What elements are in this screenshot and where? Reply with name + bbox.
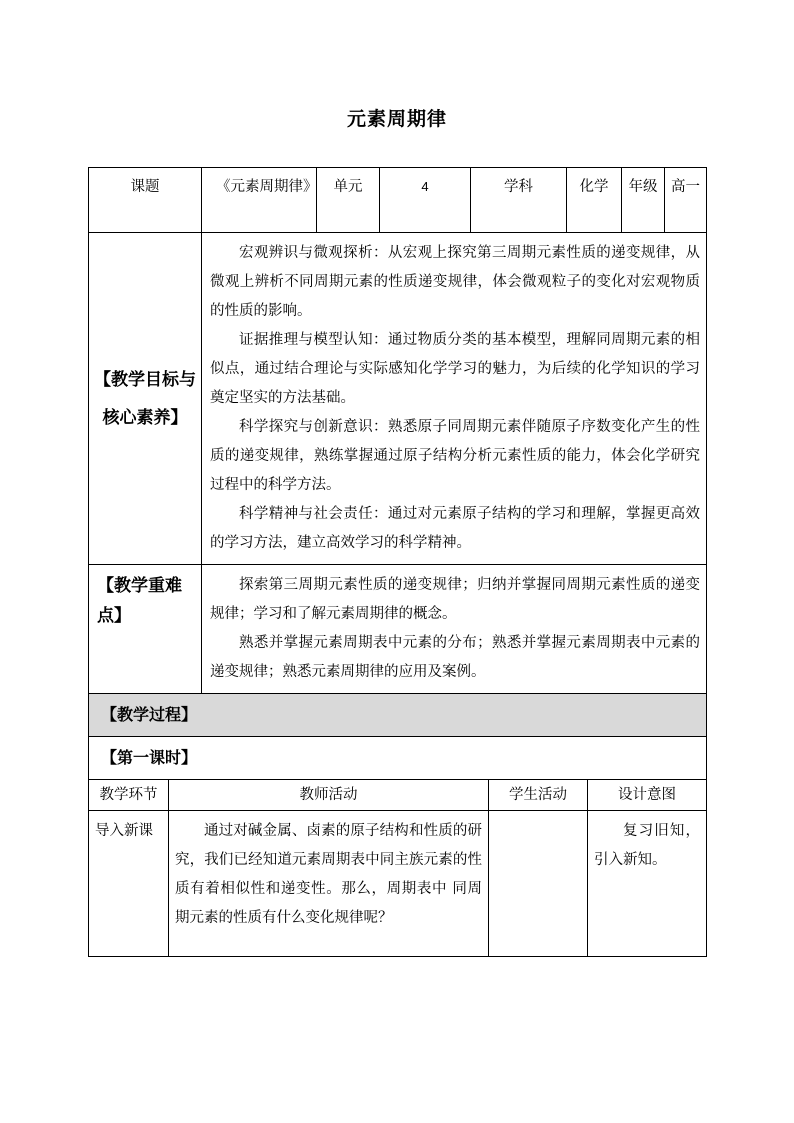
process-title: 【教学过程】: [89, 694, 707, 737]
objectives-row: [89, 233, 707, 565]
course-value: 《元素周期律》: [202, 168, 317, 233]
key-point-paragraph: 探索第三周期元素性质的递变规律；归纳并掌握同周期元素性质的递变规律；学习和了解元素周期律的概念。: [210, 577, 700, 622]
process-table: [88, 779, 707, 957]
key-points-row: [89, 565, 707, 694]
objectives-content: [202, 233, 707, 565]
objectives-label: 【教学目标与核心素养】: [89, 233, 202, 565]
key-points-content: [202, 565, 707, 694]
process-header-row: [89, 780, 707, 811]
unit-value: 4: [380, 168, 471, 233]
key-points-label: 【教学重难点】: [89, 565, 202, 694]
objective-paragraph: 宏观辨识与微观探析：从宏观上探究第三周期元素性质的递变规律，从微观上辨析不同周期元素的性质递变规律，体会微观粒子的变化对宏观物质的性质的影响。: [210, 245, 700, 319]
lesson-plan: [88, 167, 706, 957]
table-row: [89, 811, 707, 957]
course-label: 课题: [89, 168, 202, 233]
objective-paragraph: 证据推理与模型认知：通过物质分类的基本模型，理解同周期元素的相似点，通过结合理论与实际感知化学学习的魅力，为后续的化学知识的学习奠定坚实的方法基础。: [210, 332, 700, 406]
teacher-activity-cell: 通过对碱金属、卤素的原子结构和性质的研究，我们已经知道元素周期表中同主族元素的性质有着相似性和递变性。那么，周期表中 同周期元素的性质有什么变化规律呢？: [169, 811, 489, 957]
grade-label: 年级: [622, 168, 665, 233]
subject-value: 化学: [567, 168, 622, 233]
grade-value: 高一: [665, 168, 707, 233]
stage-cell: 导入新课: [89, 811, 169, 957]
unit-label: 单元: [317, 168, 380, 233]
column-header-teacher: 教师活动: [169, 780, 489, 811]
column-header-stage: 教学环节: [89, 780, 169, 811]
column-header-student: 学生活动: [489, 780, 588, 811]
objective-paragraph: 科学探究与创新意识：熟悉原子同周期元素伴随原子序数变化产生的性质的递变规律，熟练掌握通过原子结构分析元素性质的能力，体会化学研究过程中的科学方法。: [210, 419, 700, 493]
process-title-row: [89, 694, 707, 737]
student-activity-cell: [489, 811, 588, 957]
document-title: 元素周期律: [346, 108, 447, 130]
objective-paragraph: 科学精神与社会责任：通过对元素原子结构的学习和理解，掌握更高效的学习方法，建立高效学习的科学精神。: [210, 506, 700, 551]
lesson-title: 【第一课时】: [89, 737, 707, 780]
key-point-paragraph: 熟悉并掌握元素周期表中元素的分布；熟悉并掌握元素周期表中元素的递变规律；熟悉元素周期律的应用及案例。: [210, 635, 700, 680]
lesson-title-row: [89, 737, 707, 780]
column-header-intent: 设计意图: [588, 780, 707, 811]
design-intent-cell: 复习旧知，引入新知。: [588, 811, 707, 957]
header-row: [89, 168, 707, 233]
subject-label: 学科: [471, 168, 567, 233]
lesson-plan-table: [88, 167, 707, 780]
